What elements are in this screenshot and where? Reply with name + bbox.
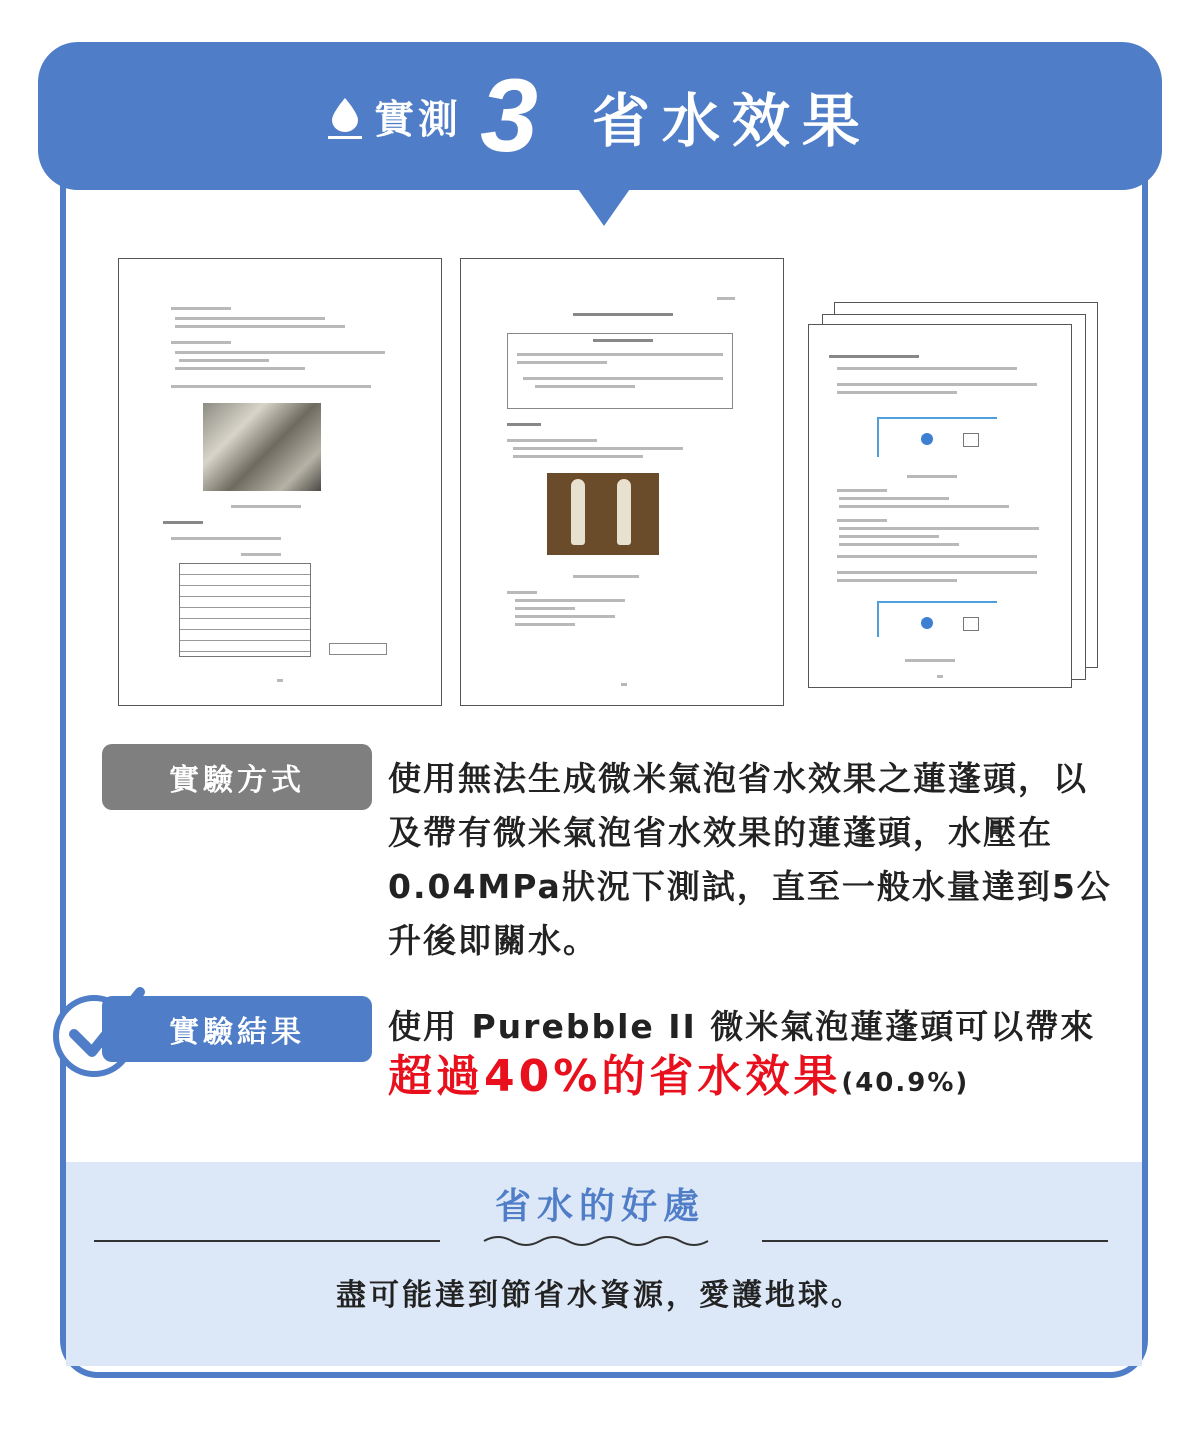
report-page-1 <box>118 258 442 706</box>
setup-diagram-2 <box>869 591 1009 647</box>
method-text: 使用無法生成微米氣泡省水效果之蓮蓬頭，以及帶有微米氣泡省水效果的蓮蓬頭，水壓在0.04MPa狀況下測試，直至一般水量達到5公升後即關水。 <box>388 759 1112 960</box>
water-drop-icon <box>328 98 362 139</box>
result-highlight: 超過40%的省水效果 <box>388 1051 842 1102</box>
test-photo-1 <box>203 403 321 491</box>
results-table <box>179 563 311 657</box>
benefit-text: 盡可能達到節省水資源，愛護地球。 <box>336 1278 864 1313</box>
header-banner <box>38 42 1162 190</box>
header-title-row <box>38 42 1162 190</box>
header-number: 3 <box>480 58 538 174</box>
report-page-3 <box>808 324 1072 688</box>
wave-divider-icon <box>482 1232 718 1250</box>
result-text-block <box>388 1002 1128 1108</box>
benefit-rule-left <box>94 1240 440 1242</box>
result-text: 使用 Purebble II 微米氣泡蓮蓬頭可以帶來 <box>388 1007 1096 1046</box>
result-percent: (40.9%) <box>841 1068 970 1098</box>
header-pointer <box>576 186 632 226</box>
showerhead-photo <box>547 473 659 555</box>
method-label: 實驗方式 <box>102 744 372 810</box>
header-title: 省水效果 <box>591 87 872 155</box>
header-prefix: 實測 <box>374 96 463 143</box>
benefit-rule-right <box>762 1240 1108 1242</box>
setup-diagram-1 <box>869 407 1009 465</box>
report-page-2 <box>460 258 784 706</box>
result-label: 實驗結果 <box>102 996 372 1062</box>
benefit-title: 省水的好處 <box>494 1186 705 1227</box>
